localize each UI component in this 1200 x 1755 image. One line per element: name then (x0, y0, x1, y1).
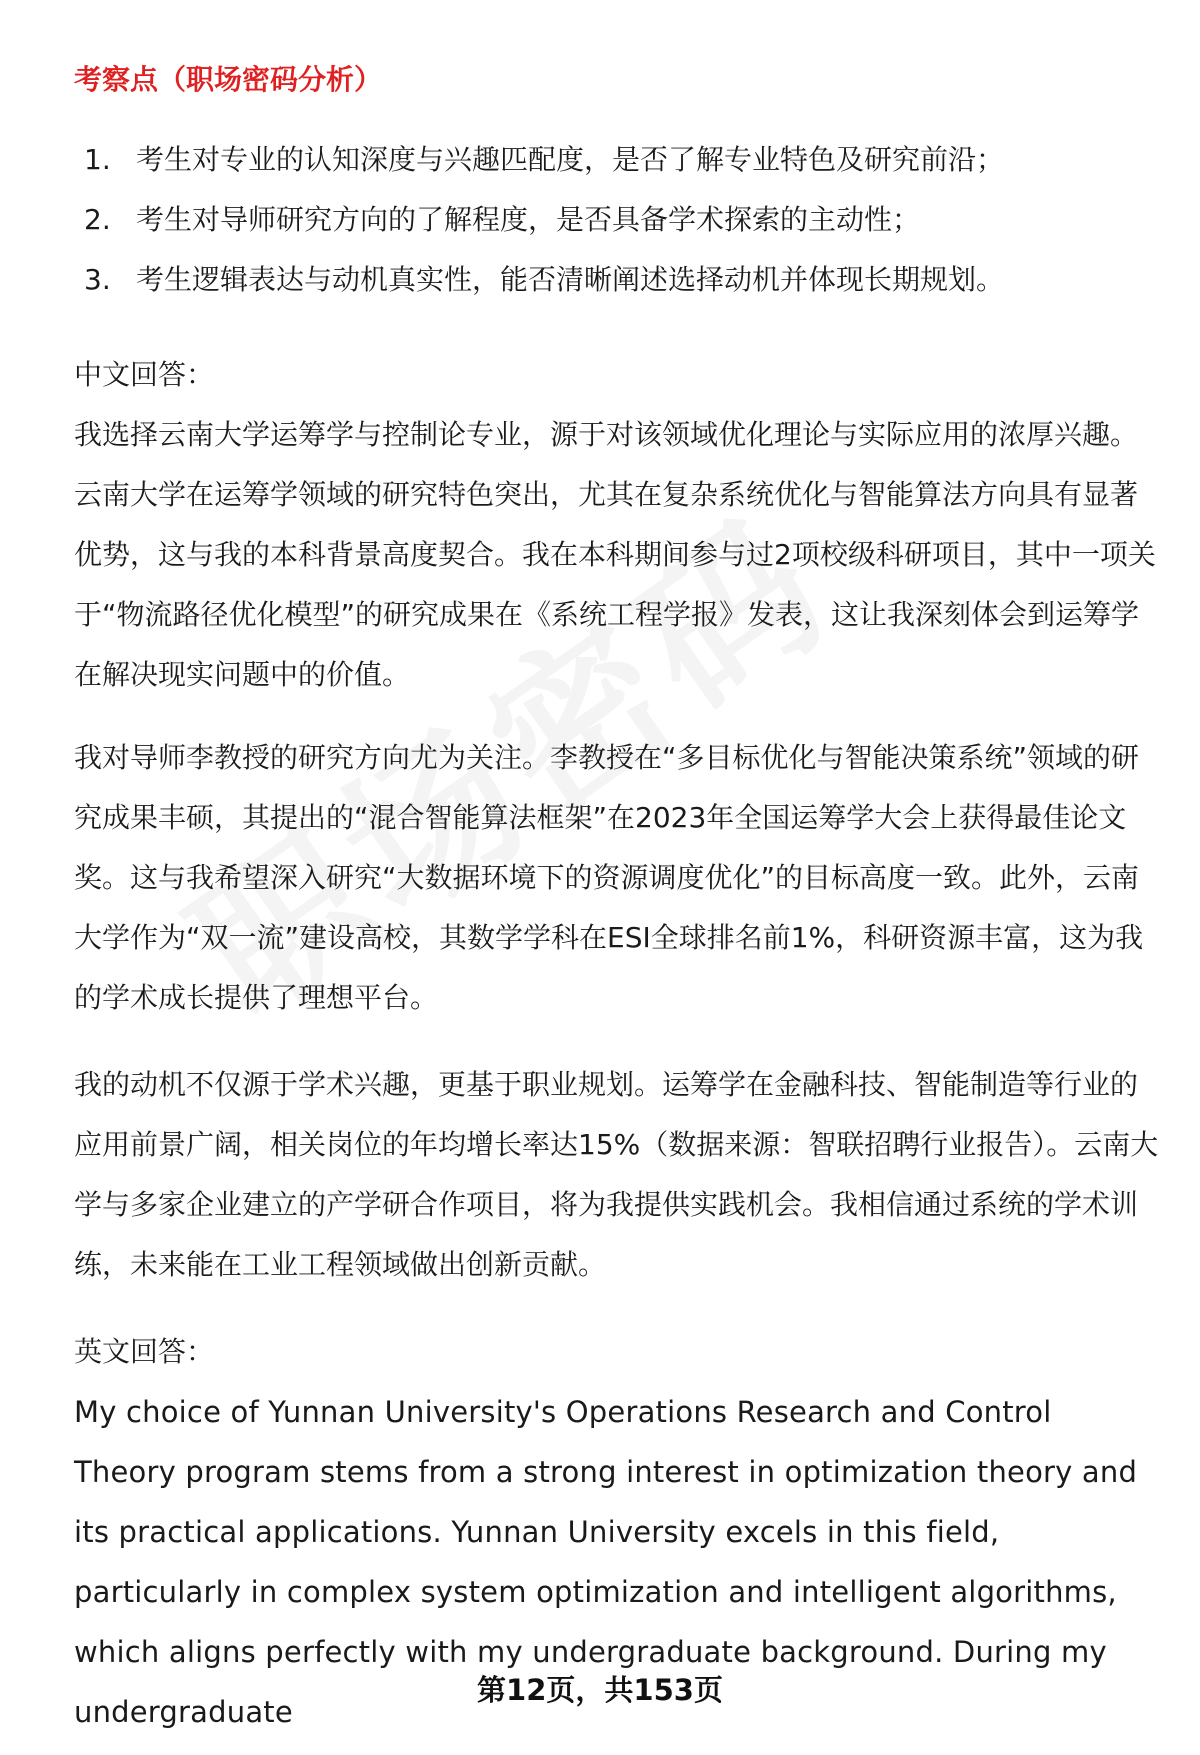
english-answer-heading: 英文回答： (74, 1335, 215, 1368)
list-number: 2. (84, 203, 111, 236)
list-item (74, 190, 1154, 250)
english-paragraph: My choice of Yunnan University's Operations Research and Control Theory program stems from a strong interest in optimization theory and its practical applications. Yunnan University excels in this field, particularly in complex system optimization and intelligent algorithms, which aligns perfectly with my undergraduate background. During my undergraduate (74, 1395, 1138, 1729)
chinese-answer-heading: 中文回答： (74, 358, 215, 391)
list-item (74, 250, 1154, 310)
page-number-footer: 第12页，共153页 (477, 1673, 723, 1707)
chinese-paragraph-1: 我选择云南大学运筹学与控制论专业，源于对该领域优化理论与实际应用的浓厚兴趣。云南大学在运筹学领域的研究特色突出，尤其在复杂系统优化与智能算法方向具有显著优势，这与我的本科背景高度契合。我在本科期间参与过2项校级科研项目，其中一项关于“物流路径优化模型”的研究成果在《系统工程学报》发表，这让我深刻体会到运筹学在解决现实问题中的价值。 (74, 418, 1156, 691)
list-number: 1. (84, 143, 111, 176)
section-title: 考察点（职场密码分析） (74, 63, 383, 96)
list-number: 3. (84, 263, 111, 296)
chinese-paragraph-3: 我的动机不仅源于学术兴趣，更基于职业规划。运筹学在金融科技、智能制造等行业的应用前景广阔，相关岗位的年均增长率达15%（数据来源：智联招聘行业报告）。云南大学与多家企业建立的产学研合作项目，将为我提供实践机会。我相信通过系统的学术训练，未来能在工业工程领域做出创新贡献。 (74, 1068, 1159, 1281)
chinese-paragraph-2: 我对导师李教授的研究方向尤为关注。李教授在“多目标优化与智能决策系统”领域的研究成果丰硕，其提出的“混合智能算法框架”在2023年全国运筹学大会上获得最佳论文奖。这与我希望深入研究“大数据环境下的资源调度优化”的目标高度一致。此外，云南大学作为“双一流”建设高校，其数学学科在ESI全球排名前1%，科研资源丰富，这为我的学术成长提供了理想平台。 (74, 741, 1144, 1014)
list-text: 考生对专业的认知深度与兴趣匹配度，是否了解专业特色及研究前沿； (136, 143, 1005, 176)
list-text: 考生对导师研究方向的了解程度，是否具备学术探索的主动性； (136, 203, 921, 236)
list-item (74, 130, 1154, 190)
list-text: 考生逻辑表达与动机真实性，能否清晰阐述选择动机并体现长期规划。 (136, 263, 1005, 296)
assessment-points-list (74, 130, 1154, 310)
